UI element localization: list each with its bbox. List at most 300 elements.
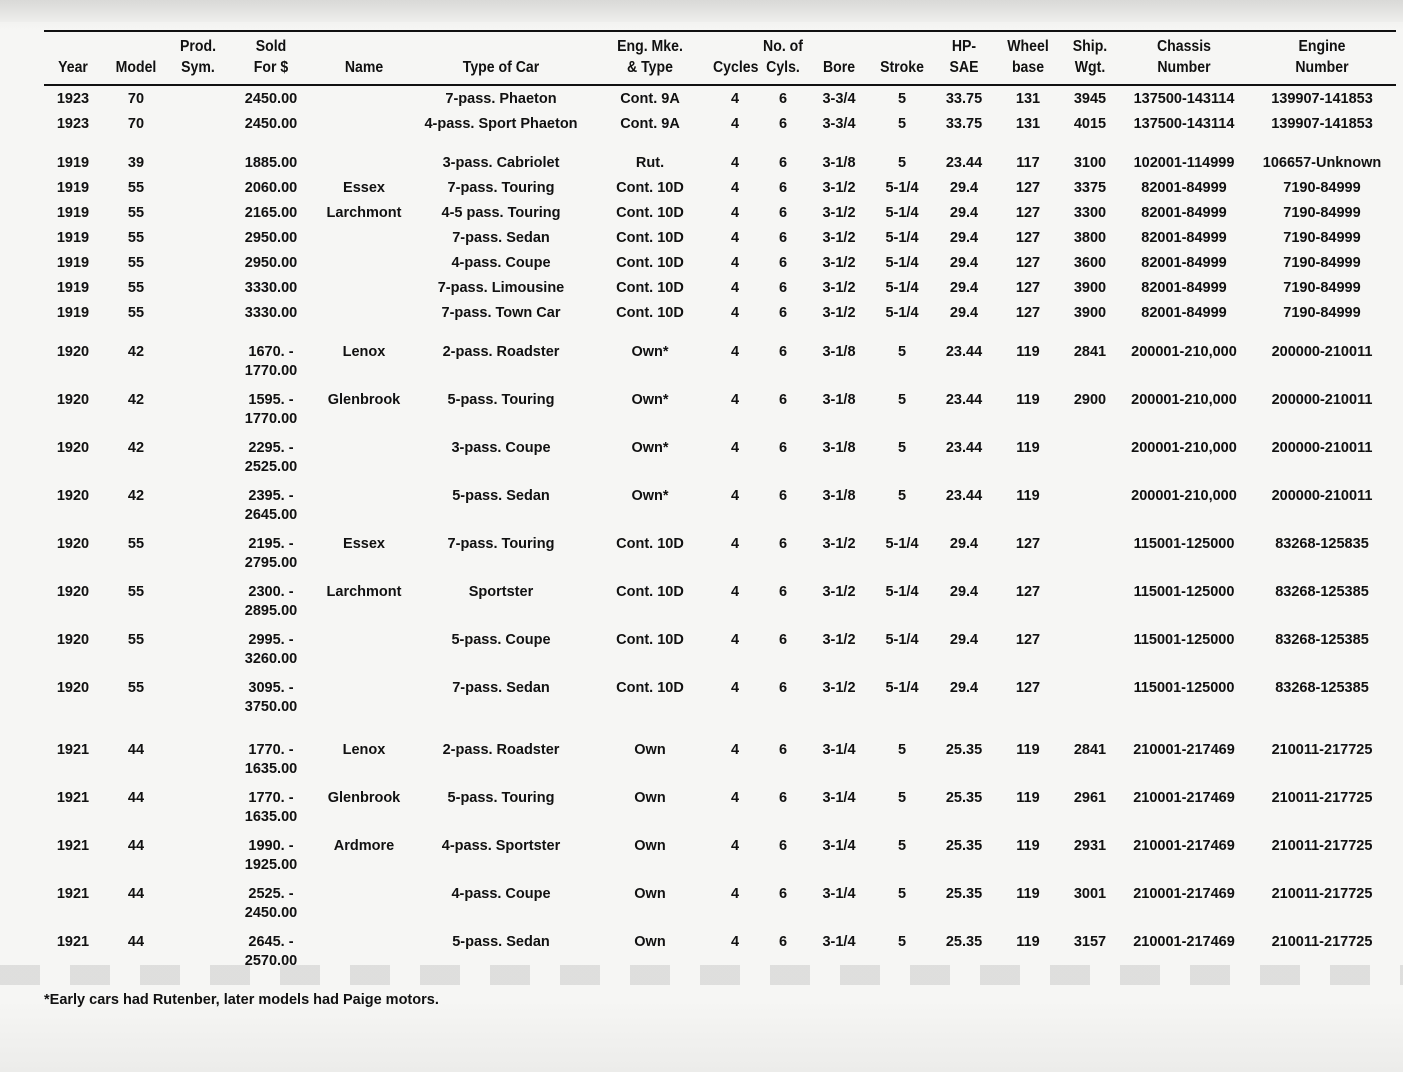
cell-engine-make-type: Cont. 10D: [616, 255, 684, 271]
cell-stroke: 5: [897, 488, 907, 504]
cell-bore: 3-1/8: [822, 488, 856, 504]
column-header-engine-number: Engine Number: [1295, 38, 1349, 76]
cell-wheelbase: 117: [1016, 155, 1040, 171]
cell-wheelbase: 119: [1016, 934, 1040, 950]
group-spacer: [44, 325, 1396, 339]
cell-ship-weight: 3157: [1073, 934, 1107, 950]
cell-model: 44: [127, 886, 145, 902]
cell-year: 1921: [56, 886, 90, 902]
cell-name: [316, 111, 412, 136]
cell-type-of-car: 2-pass. Roadster: [442, 742, 560, 758]
cell-stroke: 5-1/4: [885, 180, 919, 196]
cell-name: [316, 225, 412, 250]
cell-wheelbase: 119: [1016, 886, 1040, 902]
cell-year: 1923: [56, 116, 90, 132]
cell-stroke: 5: [897, 790, 907, 806]
spacer-cell: [44, 723, 1396, 737]
cell-wheelbase: 127: [1015, 632, 1041, 648]
column-header-bore: Bore: [822, 59, 856, 76]
cell-hp-sae: 29.4: [949, 280, 979, 296]
cell-ship-weight: 3800: [1073, 230, 1107, 246]
cell-cylinders: 6: [778, 742, 788, 758]
cell-chassis-number: 82001-84999: [1141, 205, 1227, 221]
cell-cycles: 4: [730, 305, 740, 321]
cell-engine-number: 200000-210011: [1271, 440, 1373, 456]
cell-name: Lenox: [342, 344, 386, 360]
spacer-cell: [44, 136, 1396, 150]
cell-name: [316, 483, 412, 531]
cell-engine-number: 200000-210011: [1271, 488, 1373, 504]
cell-chassis-number: 137500-143114: [1133, 91, 1235, 107]
cell-ship-weight: 2900: [1073, 392, 1107, 408]
cell-cycles: 4: [730, 934, 740, 950]
cell-hp-sae: 33.75: [945, 116, 983, 132]
cell-hp-sae: 23.44: [945, 488, 983, 504]
cell-hp-sae: 29.4: [949, 255, 979, 271]
table-row: [44, 339, 1396, 387]
cell-cylinders: 6: [778, 344, 788, 360]
cell-model: 55: [127, 305, 145, 321]
cell-chassis-number: 210001-217469: [1133, 838, 1235, 854]
cell-name: [316, 275, 412, 300]
cell-wheelbase: 119: [1016, 440, 1040, 456]
cell-engine-make-type: Cont. 10D: [616, 305, 684, 321]
cell-name: [316, 675, 412, 723]
cell-engine-make-type: Cont. 10D: [616, 205, 684, 221]
cell-cycles: 4: [730, 742, 740, 758]
cell-type-of-car: 7-pass. Sedan: [452, 230, 550, 246]
cell-chassis-number: 82001-84999: [1141, 180, 1227, 196]
cell-engine-number: 7190-84999: [1283, 305, 1361, 321]
cell-name: [316, 435, 412, 483]
cell-sold-for: 2950.00: [244, 230, 298, 246]
cell-name: Essex: [343, 180, 385, 196]
cell-sold-for: 2195. - 2795.00: [244, 536, 298, 571]
cell-model: 44: [127, 790, 145, 806]
cell-cylinders: 6: [778, 838, 788, 854]
cell-engine-number: 200000-210011: [1271, 344, 1373, 360]
cell-hp-sae: 23.44: [945, 344, 983, 360]
cell-hp-sae: 23.44: [945, 392, 983, 408]
cell-ship-weight: [1060, 531, 1120, 579]
cell-year: 1923: [56, 91, 90, 107]
cell-engine-make-type: Cont. 10D: [616, 536, 684, 552]
cell-bore: 3-1/2: [822, 632, 856, 648]
cell-hp-sae: 29.4: [949, 536, 979, 552]
cell-ship-weight: 3100: [1073, 155, 1107, 171]
cell-chassis-number: 115001-125000: [1133, 584, 1235, 600]
cell-model: 42: [127, 440, 145, 456]
cell-sold-for: 2645. - 2570.00: [244, 934, 298, 969]
cell-bore: 3-1/2: [822, 230, 856, 246]
cell-hp-sae: 33.75: [945, 91, 983, 107]
cell-ship-weight: [1060, 675, 1120, 723]
cell-chassis-number: 200001-210,000: [1131, 392, 1237, 408]
cell-stroke: 5-1/4: [885, 205, 919, 221]
cell-bore: 3-1/8: [822, 392, 856, 408]
table-body: [44, 85, 1396, 977]
cell-engine-make-type: Rut.: [635, 155, 665, 171]
cell-hp-sae: 29.4: [949, 230, 979, 246]
cell-ship-weight: 3945: [1073, 91, 1107, 107]
cell-prod-sym: [170, 579, 226, 627]
cell-chassis-number: 200001-210,000: [1131, 344, 1237, 360]
cell-chassis-number: 115001-125000: [1133, 632, 1235, 648]
cell-type-of-car: 7-pass. Touring: [447, 536, 555, 552]
cell-prod-sym: [170, 929, 226, 977]
cell-type-of-car: 3-pass. Coupe: [451, 440, 551, 456]
column-header-wheelbase: Wheel base: [1007, 38, 1049, 76]
table-row: [44, 737, 1396, 785]
cell-engine-number: 83268-125385: [1275, 680, 1369, 696]
column-header-prod-sym: Prod. Sym.: [180, 38, 216, 76]
cell-hp-sae: 23.44: [945, 440, 983, 456]
cell-hp-sae: 29.4: [949, 205, 979, 221]
cell-cycles: 4: [730, 344, 740, 360]
column-header-engine-make-type: Eng. Mke. & Type: [617, 38, 683, 76]
cell-bore: 3-3/4: [822, 116, 856, 132]
cell-cycles: 4: [730, 205, 740, 221]
cell-engine-number: 7190-84999: [1283, 205, 1361, 221]
cell-cylinders: 6: [778, 280, 788, 296]
table-header-row: [44, 31, 1396, 85]
cell-model: 39: [127, 155, 145, 171]
cell-name: Ardmore: [333, 838, 395, 854]
column-header-cylinders: No. of Cyls.: [763, 38, 803, 76]
cell-stroke: 5-1/4: [885, 536, 919, 552]
table-row: [44, 483, 1396, 531]
cell-model: 55: [127, 680, 145, 696]
cell-prod-sym: [170, 387, 226, 435]
cell-model: 70: [127, 116, 145, 132]
cell-cycles: 4: [730, 91, 740, 107]
cell-engine-make-type: Cont. 10D: [616, 180, 684, 196]
cell-type-of-car: 7-pass. Touring: [447, 180, 555, 196]
cell-prod-sym: [170, 85, 226, 111]
cell-type-of-car: 4-pass. Coupe: [451, 886, 551, 902]
cell-sold-for: 2525. - 2450.00: [244, 886, 298, 921]
cell-chassis-number: 200001-210,000: [1131, 488, 1237, 504]
cell-sold-for: 2060.00: [244, 180, 298, 196]
cell-sold-for: 1990. - 1925.00: [244, 838, 298, 873]
cell-prod-sym: [170, 200, 226, 225]
cell-engine-make-type: Own*: [631, 392, 669, 408]
cell-sold-for: 2395. - 2645.00: [244, 488, 298, 523]
cell-cycles: 4: [730, 536, 740, 552]
cell-sold-for: 2165.00: [244, 205, 298, 221]
cell-year: 1919: [56, 155, 90, 171]
group-spacer: [44, 723, 1396, 737]
cell-stroke: 5: [897, 886, 907, 902]
cell-model: 55: [127, 180, 145, 196]
cell-bore: 3-1/8: [822, 344, 856, 360]
cell-wheelbase: 127: [1015, 536, 1041, 552]
cell-chassis-number: 210001-217469: [1133, 742, 1235, 758]
column-header-cycles: Cycles: [713, 59, 759, 76]
cell-chassis-number: 102001-114999: [1133, 155, 1235, 171]
cell-year: 1920: [56, 680, 90, 696]
table-row: [44, 579, 1396, 627]
cell-engine-make-type: Cont. 10D: [616, 680, 684, 696]
cell-type-of-car: 5-pass. Coupe: [451, 632, 551, 648]
cell-type-of-car: 4-pass. Sportster: [441, 838, 561, 854]
cell-type-of-car: 7-pass. Town Car: [441, 305, 561, 321]
cell-prod-sym: [170, 675, 226, 723]
table-row: [44, 435, 1396, 483]
cell-cylinders: 6: [778, 91, 788, 107]
cell-bore: 3-1/4: [822, 790, 856, 806]
cell-model: 55: [127, 205, 145, 221]
cell-bore: 3-1/2: [822, 205, 856, 221]
cell-wheelbase: 119: [1016, 344, 1040, 360]
cell-cylinders: 6: [778, 305, 788, 321]
cell-prod-sym: [170, 627, 226, 675]
cell-year: 1919: [56, 305, 90, 321]
cell-year: 1921: [56, 742, 90, 758]
cell-wheelbase: 127: [1015, 305, 1041, 321]
cell-cycles: 4: [730, 790, 740, 806]
table-row: [44, 300, 1396, 325]
cell-engine-number: 210011-217725: [1271, 742, 1373, 758]
cell-cycles: 4: [730, 230, 740, 246]
cell-cylinders: 6: [778, 392, 788, 408]
cell-ship-weight: 2931: [1073, 838, 1107, 854]
cell-model: 44: [127, 742, 145, 758]
cell-engine-number: 139907-141853: [1271, 91, 1373, 107]
cell-name: Glenbrook: [327, 790, 401, 806]
cell-year: 1920: [56, 632, 90, 648]
table-row: [44, 175, 1396, 200]
cell-sold-for: 3330.00: [244, 305, 298, 321]
cell-cycles: 4: [730, 255, 740, 271]
cell-name: [316, 929, 412, 977]
cell-hp-sae: 29.4: [949, 632, 979, 648]
cell-cycles: 4: [730, 440, 740, 456]
cell-prod-sym: [170, 225, 226, 250]
cell-cylinders: 6: [778, 440, 788, 456]
cell-year: 1919: [56, 280, 90, 296]
cell-cylinders: 6: [778, 205, 788, 221]
cell-engine-number: 106657-Unknown: [1262, 155, 1382, 171]
cell-year: 1921: [56, 838, 90, 854]
cell-type-of-car: 4-pass. Sport Phaeton: [424, 116, 578, 132]
cell-cylinders: 6: [778, 536, 788, 552]
cell-chassis-number: 82001-84999: [1141, 305, 1227, 321]
cell-prod-sym: [170, 833, 226, 881]
cell-cycles: 4: [730, 838, 740, 854]
cell-year: 1919: [56, 255, 90, 271]
cell-bore: 3-1/2: [822, 680, 856, 696]
cell-prod-sym: [170, 785, 226, 833]
cell-hp-sae: 23.44: [945, 155, 983, 171]
cell-bore: 3-1/2: [822, 584, 856, 600]
cell-chassis-number: 82001-84999: [1141, 230, 1227, 246]
cell-wheelbase: 119: [1016, 790, 1040, 806]
column-header-stroke: Stroke: [880, 59, 924, 76]
cell-sold-for: 1885.00: [244, 155, 298, 171]
cell-cycles: 4: [730, 180, 740, 196]
cell-engine-number: 210011-217725: [1271, 934, 1373, 950]
cell-cylinders: 6: [778, 116, 788, 132]
cell-stroke: 5: [897, 934, 907, 950]
cell-chassis-number: 82001-84999: [1141, 280, 1227, 296]
cell-name: [316, 250, 412, 275]
column-header-hp-sae: HP- SAE: [949, 38, 979, 76]
cell-chassis-number: 200001-210,000: [1131, 440, 1237, 456]
cell-hp-sae: 29.4: [949, 680, 979, 696]
table-row: [44, 387, 1396, 435]
column-header-ship-weight: Ship. Wgt.: [1072, 38, 1108, 76]
cell-engine-number: 83268-125385: [1275, 584, 1369, 600]
cell-hp-sae: 29.4: [949, 180, 979, 196]
cell-prod-sym: [170, 150, 226, 175]
table-row: [44, 531, 1396, 579]
cell-cylinders: 6: [778, 584, 788, 600]
cell-engine-make-type: Cont. 10D: [616, 280, 684, 296]
cell-bore: 3-1/2: [822, 536, 856, 552]
table-row: [44, 250, 1396, 275]
cell-engine-make-type: Cont. 10D: [616, 632, 684, 648]
cell-name: Larchmont: [326, 205, 402, 221]
cell-prod-sym: [170, 881, 226, 929]
cell-hp-sae: 25.35: [945, 838, 983, 854]
cell-engine-number: 83268-125385: [1275, 632, 1369, 648]
cell-model: 42: [127, 392, 145, 408]
cell-ship-weight: 3300: [1073, 205, 1107, 221]
cell-engine-make-type: Own: [634, 934, 666, 950]
cell-hp-sae: 25.35: [945, 934, 983, 950]
cell-cylinders: 6: [778, 790, 788, 806]
cell-wheelbase: 119: [1016, 838, 1040, 854]
cell-prod-sym: [170, 531, 226, 579]
cell-wheelbase: 127: [1015, 280, 1041, 296]
cell-wheelbase: 131: [1015, 91, 1041, 107]
spacer-cell: [44, 325, 1396, 339]
cell-ship-weight: [1060, 627, 1120, 675]
table-row: [44, 275, 1396, 300]
cell-engine-make-type: Cont. 10D: [616, 230, 684, 246]
cell-engine-make-type: Own*: [631, 488, 669, 504]
cell-prod-sym: [170, 737, 226, 785]
table-row: [44, 627, 1396, 675]
cell-model: 55: [127, 280, 145, 296]
cell-name: Larchmont: [326, 584, 402, 600]
cell-year: 1920: [56, 440, 90, 456]
cell-chassis-number: 210001-217469: [1133, 934, 1235, 950]
cell-cylinders: 6: [778, 886, 788, 902]
cell-bore: 3-1/2: [822, 305, 856, 321]
group-spacer: [44, 136, 1396, 150]
cell-name: [316, 881, 412, 929]
column-header-chassis-number: Chassis Number: [1156, 38, 1212, 76]
cell-sold-for: 2450.00: [244, 91, 298, 107]
cell-cylinders: 6: [778, 180, 788, 196]
cell-wheelbase: 127: [1015, 180, 1041, 196]
cell-wheelbase: 131: [1015, 116, 1041, 132]
cell-prod-sym: [170, 300, 226, 325]
table-row: [44, 150, 1396, 175]
cell-cycles: 4: [730, 116, 740, 132]
cell-wheelbase: 127: [1015, 255, 1041, 271]
cell-bore: 3-1/2: [822, 280, 856, 296]
cell-engine-number: 7190-84999: [1283, 230, 1361, 246]
cell-ship-weight: [1060, 435, 1120, 483]
cell-prod-sym: [170, 275, 226, 300]
cell-sold-for: 3095. - 3750.00: [244, 680, 298, 715]
cell-name: [316, 300, 412, 325]
cell-engine-number: 7190-84999: [1283, 280, 1361, 296]
column-header-sold-for: Sold For $: [253, 38, 289, 76]
cell-ship-weight: 4015: [1073, 116, 1107, 132]
column-header-model: Model: [115, 59, 157, 76]
cell-year: 1919: [56, 180, 90, 196]
cell-engine-number: 7190-84999: [1283, 180, 1361, 196]
cell-engine-make-type: Cont. 10D: [616, 584, 684, 600]
cell-cycles: 4: [730, 680, 740, 696]
cell-engine-number: 210011-217725: [1271, 886, 1373, 902]
cell-engine-number: 139907-141853: [1271, 116, 1373, 132]
cell-cylinders: 6: [778, 632, 788, 648]
cell-type-of-car: 5-pass. Touring: [447, 790, 555, 806]
cell-stroke: 5: [897, 838, 907, 854]
table-row: [44, 833, 1396, 881]
cell-year: 1920: [56, 536, 90, 552]
cell-year: 1921: [56, 934, 90, 950]
cell-cylinders: 6: [778, 230, 788, 246]
cell-stroke: 5: [897, 392, 907, 408]
cell-ship-weight: 3375: [1073, 180, 1107, 196]
cell-sold-for: 1770. - 1635.00: [244, 742, 298, 777]
cell-wheelbase: 119: [1016, 488, 1040, 504]
cell-model: 44: [127, 934, 145, 950]
cell-bore: 3-1/8: [822, 440, 856, 456]
cell-ship-weight: 2841: [1073, 742, 1107, 758]
cell-name: [316, 150, 412, 175]
cell-engine-make-type: Own*: [631, 440, 669, 456]
cell-stroke: 5: [897, 116, 907, 132]
cell-model: 70: [127, 91, 145, 107]
cell-ship-weight: 3900: [1073, 280, 1107, 296]
cell-stroke: 5-1/4: [885, 230, 919, 246]
cell-prod-sym: [170, 483, 226, 531]
cell-prod-sym: [170, 175, 226, 200]
cell-cylinders: 6: [778, 155, 788, 171]
cell-type-of-car: 5-pass. Sedan: [452, 934, 550, 950]
cell-type-of-car: 5-pass. Sedan: [452, 488, 550, 504]
cell-stroke: 5-1/4: [885, 255, 919, 271]
cell-name: [316, 627, 412, 675]
cell-sold-for: 1670. - 1770.00: [244, 344, 298, 379]
cell-name: [316, 85, 412, 111]
column-header-type-of-car: Type of Car: [462, 59, 540, 76]
cell-sold-for: 3330.00: [244, 280, 298, 296]
cell-bore: 3-1/8: [822, 155, 856, 171]
cell-type-of-car: 7-pass. Sedan: [452, 680, 550, 696]
cell-type-of-car: 3-pass. Cabriolet: [442, 155, 560, 171]
cell-sold-for: 1770. - 1635.00: [244, 790, 298, 825]
table-row: [44, 675, 1396, 723]
cell-stroke: 5: [897, 440, 907, 456]
cell-prod-sym: [170, 339, 226, 387]
cell-cycles: 4: [730, 584, 740, 600]
cell-engine-make-type: Own: [634, 790, 666, 806]
cell-chassis-number: 210001-217469: [1133, 886, 1235, 902]
column-header-year: Year: [58, 59, 88, 76]
cell-stroke: 5: [897, 344, 907, 360]
cell-wheelbase: 119: [1016, 742, 1040, 758]
cell-bore: 3-1/4: [822, 742, 856, 758]
cell-cycles: 4: [730, 488, 740, 504]
